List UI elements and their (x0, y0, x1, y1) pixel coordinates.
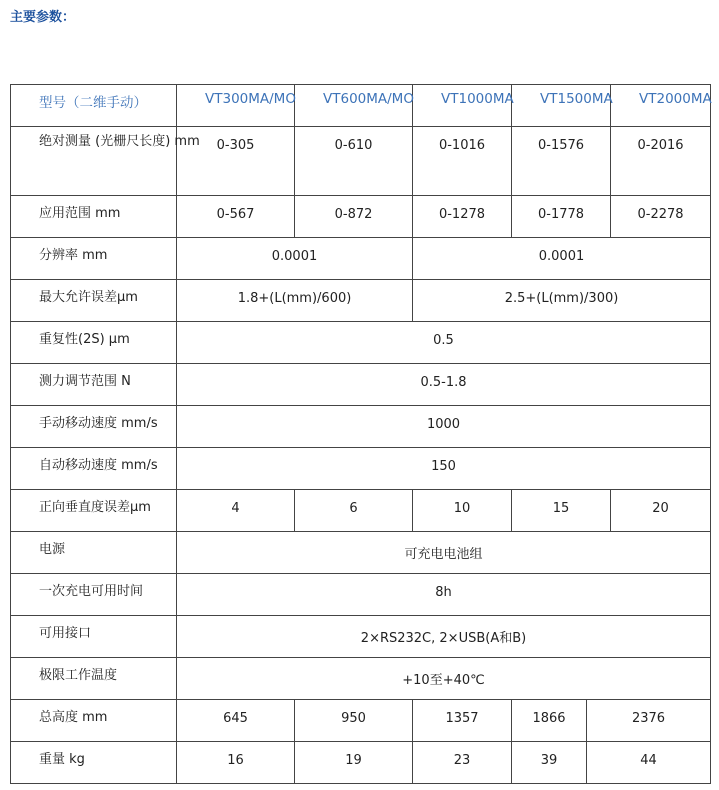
row-label: 重量 kg (11, 742, 177, 784)
model-header: VT600MA/MO (295, 85, 413, 127)
cell-value: 1866 (512, 700, 587, 742)
cell-value: 19 (295, 742, 413, 784)
table-row (11, 448, 711, 490)
table-row (11, 574, 711, 616)
row-label: 应用范围 mm (11, 196, 177, 238)
cell-value: 0.5 (177, 322, 711, 364)
model-header: VT300MA/MO (177, 85, 295, 127)
header-label: 型号（二维手动） (11, 85, 177, 127)
cell-value: 150 (177, 448, 711, 490)
cell-value: 15 (512, 490, 611, 532)
cell-value: 44 (587, 742, 711, 784)
table-row (11, 658, 711, 700)
cell-value: 0-567 (177, 196, 295, 238)
model-header: VT2000MA (611, 85, 711, 127)
cell-value: 0-872 (295, 196, 413, 238)
row-label: 电源 (11, 532, 177, 574)
table-row (11, 280, 711, 322)
table-row (11, 196, 711, 238)
row-label: 总高度 mm (11, 700, 177, 742)
cell-value: 10 (413, 490, 512, 532)
cell-value: 2.5+(L(mm)/300) (413, 280, 711, 322)
row-label: 可用接口 (11, 616, 177, 658)
row-label: 正向垂直度误差μm (11, 490, 177, 532)
table-row (11, 364, 711, 406)
table-row (11, 406, 711, 448)
spec-table (10, 84, 711, 784)
cell-value: 0-1278 (413, 196, 512, 238)
cell-value: 0.5-1.8 (177, 364, 711, 406)
cell-value: 0.0001 (413, 238, 711, 280)
cell-value: 0-1576 (512, 127, 611, 196)
cell-value: 0-2278 (611, 196, 711, 238)
row-label: 重复性(2S) μm (11, 322, 177, 364)
cell-value: 0-2016 (611, 127, 711, 196)
cell-value: 2376 (587, 700, 711, 742)
cell-value: 950 (295, 700, 413, 742)
cell-value: 0.0001 (177, 238, 413, 280)
cell-value: 1000 (177, 406, 711, 448)
table-row (11, 127, 711, 196)
row-label: 绝对测量 (光栅尺长度) mm (11, 127, 177, 196)
table-row (11, 532, 711, 574)
cell-value: 1.8+(L(mm)/600) (177, 280, 413, 322)
model-header: VT1500MA (512, 85, 611, 127)
cell-value: 6 (295, 490, 413, 532)
cell-value: 39 (512, 742, 587, 784)
table-row (11, 490, 711, 532)
cell-value: 8h (177, 574, 711, 616)
table-header-row (11, 85, 711, 127)
cell-value: 23 (413, 742, 512, 784)
cell-value: +10至+40℃ (177, 658, 711, 700)
row-label: 自动移动速度 mm/s (11, 448, 177, 490)
row-label: 分辨率 mm (11, 238, 177, 280)
table-row (11, 238, 711, 280)
cell-value: 2×RS232C, 2×USB(A和B) (177, 616, 711, 658)
row-label: 一次充电可用时间 (11, 574, 177, 616)
cell-value: 4 (177, 490, 295, 532)
cell-value: 可充电电池组 (177, 532, 711, 574)
cell-value: 0-610 (295, 127, 413, 196)
cell-value: 0-305 (177, 127, 295, 196)
table-row (11, 700, 711, 742)
row-label: 测力调节范围 N (11, 364, 177, 406)
cell-value: 0-1778 (512, 196, 611, 238)
section-heading: 主要参数： (10, 10, 76, 25)
table-row (11, 322, 711, 364)
table-row (11, 616, 711, 658)
row-label: 最大允许误差μm (11, 280, 177, 322)
model-header: VT1000MA (413, 85, 512, 127)
cell-value: 1357 (413, 700, 512, 742)
cell-value: 645 (177, 700, 295, 742)
cell-value: 20 (611, 490, 711, 532)
row-label: 手动移动速度 mm/s (11, 406, 177, 448)
row-label: 极限工作温度 (11, 658, 177, 700)
table-row (11, 742, 711, 784)
cell-value: 16 (177, 742, 295, 784)
cell-value: 0-1016 (413, 127, 512, 196)
